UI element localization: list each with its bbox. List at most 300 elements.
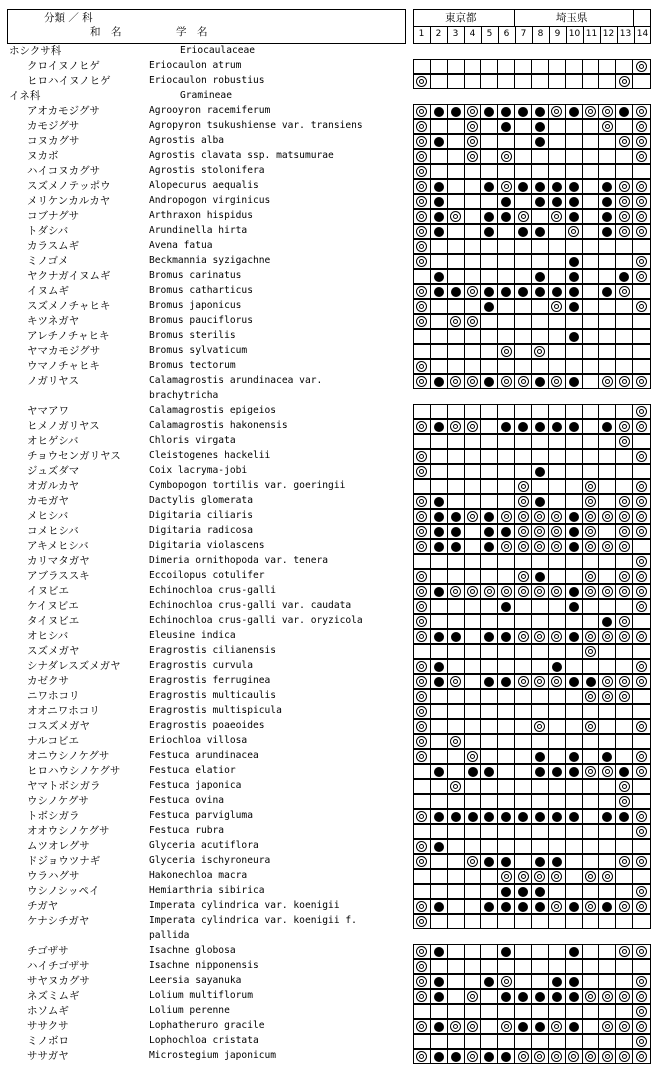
occurrence-cell bbox=[532, 465, 549, 478]
full-circle-mark bbox=[501, 197, 511, 207]
occurrence-cell bbox=[616, 300, 633, 313]
occurrence-cell bbox=[583, 1005, 600, 1018]
occurrence-row bbox=[413, 569, 651, 584]
occurrence-cell bbox=[465, 270, 482, 283]
occurrence-cell bbox=[481, 570, 498, 583]
occurrence-row bbox=[413, 869, 651, 884]
occurrence-cell bbox=[549, 150, 566, 163]
occurrence-cell bbox=[583, 840, 600, 853]
occurrence-cell bbox=[616, 870, 633, 883]
double-circle-mark bbox=[416, 376, 427, 387]
occurrence-cell bbox=[448, 765, 465, 778]
double-circle-mark bbox=[585, 571, 596, 582]
species-name-jp: ヒロハウシノケグサ bbox=[27, 765, 121, 777]
occurrence-cell bbox=[616, 825, 633, 838]
occurrence-cell bbox=[414, 540, 431, 553]
double-circle-mark bbox=[534, 871, 545, 882]
occurrence-cell bbox=[465, 660, 482, 673]
occurrence-cell bbox=[465, 480, 482, 493]
occurrence-cell bbox=[616, 405, 633, 418]
occurrence-cell bbox=[583, 180, 600, 193]
occurrence-cell bbox=[465, 375, 482, 388]
double-circle-mark bbox=[416, 496, 427, 507]
full-circle-mark bbox=[569, 752, 579, 762]
occurrence-cell bbox=[465, 645, 482, 658]
occurrence-cell bbox=[414, 225, 431, 238]
occurrence-row bbox=[413, 164, 651, 179]
full-circle-mark bbox=[518, 182, 528, 192]
full-circle-mark bbox=[518, 812, 528, 822]
occurrence-cell bbox=[549, 435, 566, 448]
full-circle-mark bbox=[535, 422, 545, 432]
species-name-jp: スズメノテッポウ bbox=[27, 180, 111, 192]
occurrence-cell bbox=[481, 540, 498, 553]
occurrence-cell bbox=[599, 750, 616, 763]
occurrence-row bbox=[413, 704, 651, 719]
occurrence-cell bbox=[448, 150, 465, 163]
full-circle-mark bbox=[518, 287, 528, 297]
full-circle-mark bbox=[484, 977, 494, 987]
species-name-sci: Eriocaulon atrum bbox=[149, 60, 242, 71]
full-circle-mark bbox=[569, 512, 579, 522]
occurrence-cell bbox=[515, 720, 532, 733]
full-circle-mark bbox=[552, 812, 562, 822]
occurrence-cell bbox=[498, 495, 515, 508]
occurrence-cell bbox=[431, 360, 448, 373]
occurrence-cell bbox=[414, 885, 431, 898]
occurrence-cell bbox=[414, 510, 431, 523]
occurrence-cell bbox=[633, 210, 650, 223]
occurrence-cell bbox=[583, 900, 600, 913]
occurrence-cell bbox=[431, 885, 448, 898]
occurrence-cell bbox=[465, 600, 482, 613]
occurrence-cell bbox=[583, 450, 600, 463]
occurrence-cell bbox=[616, 420, 633, 433]
occurrence-row bbox=[413, 629, 651, 644]
occurrence-cell bbox=[566, 1035, 583, 1048]
occurrence-cell bbox=[414, 60, 431, 73]
species-name-sci: Hakonechloa macra bbox=[149, 870, 248, 881]
occurrence-cell bbox=[448, 300, 465, 313]
occurrence-cell bbox=[549, 645, 566, 658]
species-name-jp: コメヒシバ bbox=[27, 525, 79, 537]
species-name-jp: ノガリヤス bbox=[27, 375, 79, 387]
double-circle-mark bbox=[467, 136, 478, 147]
double-circle-mark bbox=[619, 616, 630, 627]
occurrence-cell bbox=[465, 495, 482, 508]
double-circle-mark bbox=[518, 676, 529, 687]
occurrence-cell bbox=[566, 315, 583, 328]
occurrence-cell bbox=[549, 465, 566, 478]
occurrence-cell bbox=[431, 765, 448, 778]
full-circle-mark bbox=[501, 287, 511, 297]
double-circle-mark bbox=[585, 646, 596, 657]
occurrence-cell bbox=[599, 615, 616, 628]
occurrence-cell bbox=[616, 555, 633, 568]
occurrence-cell bbox=[566, 975, 583, 988]
occurrence-cell bbox=[566, 360, 583, 373]
occurrence-cell bbox=[583, 705, 600, 718]
occurrence-cell bbox=[616, 60, 633, 73]
occurrence-cell bbox=[465, 945, 482, 958]
double-circle-mark bbox=[467, 316, 478, 327]
occurrence-cell bbox=[633, 480, 650, 493]
family-name-sci: Gramineae bbox=[180, 90, 232, 101]
occurrence-cell bbox=[515, 285, 532, 298]
occurrence-cell bbox=[566, 675, 583, 688]
occurrence-cell bbox=[515, 1035, 532, 1048]
species-name-jp: ニワホコリ bbox=[27, 690, 80, 702]
occurrence-cell bbox=[414, 810, 431, 823]
occurrence-cell bbox=[498, 345, 515, 358]
double-circle-mark bbox=[636, 1006, 647, 1017]
occurrence-cell bbox=[481, 630, 498, 643]
occurrence-cell bbox=[633, 525, 650, 538]
occurrence-cell bbox=[448, 195, 465, 208]
full-circle-mark bbox=[535, 377, 545, 387]
occurrence-cell bbox=[532, 645, 549, 658]
full-circle-mark bbox=[434, 527, 444, 537]
double-circle-mark bbox=[636, 976, 647, 987]
double-circle-mark bbox=[585, 526, 596, 537]
occurrence-cell bbox=[481, 105, 498, 118]
occurrence-cell bbox=[515, 165, 532, 178]
occurrence-cell bbox=[633, 945, 650, 958]
occurrence-cell bbox=[448, 480, 465, 493]
full-circle-mark bbox=[569, 602, 579, 612]
species-name-jp: サヤヌカグサ bbox=[27, 975, 90, 987]
double-circle-mark bbox=[416, 361, 427, 372]
double-circle-mark bbox=[636, 151, 647, 162]
double-circle-mark bbox=[619, 676, 630, 687]
full-circle-mark bbox=[434, 377, 444, 387]
species-name-jp: ヤマカモジグサ bbox=[27, 345, 101, 357]
occurrence-cell bbox=[448, 795, 465, 808]
occurrence-cell bbox=[616, 285, 633, 298]
species-name-sci: Lolium multiflorum bbox=[149, 990, 253, 1001]
full-circle-mark bbox=[619, 812, 629, 822]
double-circle-mark bbox=[568, 226, 579, 237]
occurrence-cell bbox=[498, 120, 515, 133]
occurrence-cell bbox=[414, 165, 431, 178]
double-circle-mark bbox=[619, 511, 630, 522]
full-circle-mark bbox=[552, 767, 562, 777]
occurrence-cell bbox=[448, 630, 465, 643]
full-circle-mark bbox=[484, 182, 494, 192]
occurrence-cell bbox=[448, 825, 465, 838]
occurrence-cell bbox=[481, 945, 498, 958]
occurrence-cell bbox=[431, 300, 448, 313]
full-circle-mark bbox=[569, 977, 579, 987]
occurrence-cell bbox=[431, 480, 448, 493]
occurrence-cell bbox=[414, 660, 431, 673]
species-name-sci: Bromus carinatus bbox=[149, 270, 242, 281]
occurrence-cell bbox=[532, 795, 549, 808]
occurrence-cell bbox=[566, 435, 583, 448]
double-circle-mark bbox=[585, 766, 596, 777]
occurrence-cell bbox=[498, 360, 515, 373]
occurrence-cell bbox=[532, 105, 549, 118]
occurrence-cell bbox=[633, 135, 650, 148]
occurrence-cell bbox=[498, 915, 515, 928]
species-name-jp: アキメヒシバ bbox=[27, 540, 89, 552]
full-circle-mark bbox=[535, 227, 545, 237]
occurrence-cell bbox=[532, 735, 549, 748]
species-name-sci: Isachne globosa bbox=[149, 945, 236, 956]
occurrence-cell bbox=[532, 945, 549, 958]
occurrence-cell bbox=[498, 525, 515, 538]
double-circle-mark bbox=[636, 901, 647, 912]
occurrence-cell bbox=[616, 210, 633, 223]
full-circle-mark bbox=[484, 632, 494, 642]
occurrence-cell bbox=[583, 120, 600, 133]
double-circle-mark bbox=[416, 571, 427, 582]
occurrence-cell bbox=[465, 420, 482, 433]
occurrence-cell bbox=[515, 555, 532, 568]
occurrence-cell bbox=[414, 255, 431, 268]
occurrence-cell bbox=[549, 315, 566, 328]
double-circle-mark bbox=[501, 871, 512, 882]
occurrence-cell bbox=[549, 750, 566, 763]
occurrence-cell bbox=[414, 960, 431, 973]
full-circle-mark bbox=[518, 992, 528, 1002]
occurrence-cell bbox=[431, 105, 448, 118]
occurrence-cell bbox=[515, 315, 532, 328]
occurrence-cell bbox=[566, 870, 583, 883]
occurrence-cell bbox=[498, 195, 515, 208]
full-circle-mark bbox=[569, 527, 579, 537]
occurrence-cell bbox=[498, 705, 515, 718]
occurrence-cell bbox=[431, 645, 448, 658]
occurrence-cell bbox=[599, 945, 616, 958]
occurrence-cell bbox=[583, 300, 600, 313]
species-name-sci: Digitaria radicosa bbox=[149, 525, 253, 536]
double-circle-mark bbox=[534, 676, 545, 687]
occurrence-cell bbox=[498, 1005, 515, 1018]
occurrence-cell bbox=[633, 585, 650, 598]
species-name-sci: Calamagrostis epigeios bbox=[149, 405, 277, 416]
occurrence-cell bbox=[481, 465, 498, 478]
occurrence-cell bbox=[583, 825, 600, 838]
double-circle-mark bbox=[636, 556, 647, 567]
double-circle-mark bbox=[619, 211, 630, 222]
full-circle-mark bbox=[569, 992, 579, 1002]
occurrence-cell bbox=[549, 765, 566, 778]
occurrence-cell bbox=[465, 585, 482, 598]
occurrence-cell bbox=[515, 300, 532, 313]
double-circle-mark bbox=[636, 766, 647, 777]
occurrence-cell bbox=[633, 165, 650, 178]
occurrence-cell bbox=[633, 765, 650, 778]
occurrence-cell bbox=[583, 315, 600, 328]
occurrence-cell bbox=[515, 255, 532, 268]
full-circle-mark bbox=[501, 902, 511, 912]
occurrence-cell bbox=[616, 840, 633, 853]
occurrence-cell bbox=[633, 990, 650, 1003]
occurrence-cell bbox=[532, 960, 549, 973]
occurrence-row bbox=[413, 764, 651, 779]
occurrence-cell bbox=[414, 195, 431, 208]
double-circle-mark bbox=[450, 781, 461, 792]
occurrence-cell bbox=[481, 735, 498, 748]
occurrence-row bbox=[413, 1034, 651, 1049]
occurrence-cell bbox=[481, 345, 498, 358]
full-circle-mark bbox=[451, 107, 461, 117]
double-circle-mark bbox=[636, 1021, 647, 1032]
occurrence-row bbox=[413, 644, 651, 659]
occurrence-cell bbox=[583, 615, 600, 628]
species-name-sci: Eragrostis multicaulis bbox=[149, 690, 277, 701]
occurrence-cell bbox=[532, 255, 549, 268]
occurrence-cell bbox=[481, 135, 498, 148]
occurrence-cell bbox=[566, 945, 583, 958]
occurrence-cell bbox=[498, 810, 515, 823]
double-circle-mark bbox=[467, 421, 478, 432]
full-circle-mark bbox=[434, 197, 444, 207]
occurrence-cell bbox=[633, 375, 650, 388]
occurrence-cell bbox=[448, 375, 465, 388]
species-name-sci: Bromus catharticus bbox=[149, 285, 253, 296]
double-circle-mark bbox=[602, 676, 613, 687]
full-circle-mark bbox=[602, 227, 612, 237]
occurrence-cell bbox=[515, 60, 532, 73]
occurrence-cell bbox=[616, 795, 633, 808]
double-circle-mark bbox=[416, 451, 427, 462]
occurrence-cell bbox=[481, 675, 498, 688]
occurrence-cell bbox=[532, 915, 549, 928]
occurrence-cell bbox=[414, 75, 431, 88]
full-circle-mark bbox=[535, 752, 545, 762]
occurrence-cell bbox=[481, 720, 498, 733]
double-circle-mark bbox=[602, 991, 613, 1002]
full-circle-mark bbox=[569, 677, 579, 687]
double-circle-mark bbox=[636, 106, 647, 117]
species-name-jp: ヒメノガリヤス bbox=[27, 420, 100, 432]
full-circle-mark bbox=[569, 377, 579, 387]
full-circle-mark bbox=[434, 992, 444, 1002]
double-circle-mark bbox=[585, 511, 596, 522]
occurrence-row bbox=[413, 734, 651, 749]
occurrence-cell bbox=[498, 60, 515, 73]
double-circle-mark bbox=[416, 751, 427, 762]
occurrence-cell bbox=[532, 180, 549, 193]
full-circle-mark bbox=[602, 287, 612, 297]
full-circle-mark bbox=[619, 767, 629, 777]
occurrence-cell bbox=[599, 150, 616, 163]
occurrence-row bbox=[413, 989, 651, 1004]
occurrence-cell bbox=[498, 840, 515, 853]
occurrence-cell bbox=[599, 735, 616, 748]
full-circle-mark bbox=[535, 182, 545, 192]
occurrence-cell bbox=[599, 540, 616, 553]
occurrence-cell bbox=[532, 705, 549, 718]
occurrence-cell bbox=[414, 675, 431, 688]
occurrence-cell bbox=[549, 120, 566, 133]
occurrence-cell bbox=[431, 675, 448, 688]
occurrence-cell bbox=[599, 345, 616, 358]
occurrence-cell bbox=[465, 840, 482, 853]
occurrence-cell bbox=[481, 1005, 498, 1018]
occurrence-cell bbox=[583, 435, 600, 448]
full-circle-mark bbox=[484, 377, 494, 387]
full-circle-mark bbox=[501, 677, 511, 687]
occurrence-cell bbox=[633, 870, 650, 883]
full-circle-mark bbox=[552, 197, 562, 207]
occurrence-cell bbox=[599, 840, 616, 853]
occurrence-cell bbox=[599, 570, 616, 583]
occurrence-cell bbox=[532, 900, 549, 913]
occurrence-row bbox=[413, 599, 651, 614]
full-circle-mark bbox=[518, 227, 528, 237]
occurrence-row bbox=[413, 884, 651, 899]
occurrence-row bbox=[413, 974, 651, 989]
occurrence-cell bbox=[549, 270, 566, 283]
occurrence-cell bbox=[549, 1020, 566, 1033]
occurrence-cell bbox=[515, 975, 532, 988]
double-circle-mark bbox=[585, 481, 596, 492]
double-circle-mark bbox=[416, 976, 427, 987]
full-circle-mark bbox=[619, 107, 629, 117]
occurrence-cell bbox=[515, 360, 532, 373]
occurrence-cell bbox=[448, 885, 465, 898]
occurrence-row bbox=[413, 689, 651, 704]
occurrence-cell bbox=[583, 165, 600, 178]
occurrence-cell bbox=[583, 855, 600, 868]
occurrence-cell bbox=[431, 450, 448, 463]
occurrence-cell bbox=[414, 630, 431, 643]
occurrence-cell bbox=[481, 420, 498, 433]
double-circle-mark bbox=[636, 121, 647, 132]
occurrence-cell bbox=[448, 1020, 465, 1033]
species-name-sci: Glyceria acutiflora bbox=[149, 840, 259, 851]
occurrence-cell bbox=[616, 1035, 633, 1048]
occurrence-cell bbox=[498, 990, 515, 1003]
species-name-sci: Lophatheruro gracile bbox=[149, 1020, 265, 1031]
occurrence-cell bbox=[431, 345, 448, 358]
full-circle-mark bbox=[434, 497, 444, 507]
double-circle-mark bbox=[467, 751, 478, 762]
occurrence-cell bbox=[448, 570, 465, 583]
occurrence-cell bbox=[498, 885, 515, 898]
occurrence-row bbox=[413, 674, 651, 689]
occurrence-cell bbox=[498, 510, 515, 523]
species-name-sci: Eragrostis cilianensis bbox=[149, 645, 277, 656]
occurrence-cell bbox=[599, 975, 616, 988]
occurrence-cell bbox=[532, 405, 549, 418]
occurrence-cell bbox=[414, 645, 431, 658]
occurrence-cell bbox=[549, 885, 566, 898]
occurrence-cell bbox=[431, 975, 448, 988]
occurrence-cell bbox=[515, 435, 532, 448]
occurrence-cell bbox=[431, 600, 448, 613]
double-circle-mark bbox=[636, 1051, 647, 1062]
species-name-jp: シナダレスズメガヤ bbox=[27, 660, 121, 672]
double-circle-mark bbox=[467, 586, 478, 597]
species-name-jp: カゼクサ bbox=[27, 675, 69, 687]
occurrence-cell bbox=[431, 585, 448, 598]
occurrence-cell bbox=[566, 270, 583, 283]
occurrence-cell bbox=[583, 720, 600, 733]
occurrence-cell bbox=[616, 585, 633, 598]
occurrence-cell bbox=[549, 900, 566, 913]
family-name-sci: Eriocaulaceae bbox=[180, 45, 256, 56]
occurrence-cell bbox=[599, 405, 616, 418]
occurrence-cell bbox=[448, 900, 465, 913]
occurrence-cell bbox=[532, 360, 549, 373]
occurrence-cell bbox=[566, 375, 583, 388]
double-circle-mark bbox=[416, 691, 427, 702]
occurrence-cell bbox=[414, 315, 431, 328]
